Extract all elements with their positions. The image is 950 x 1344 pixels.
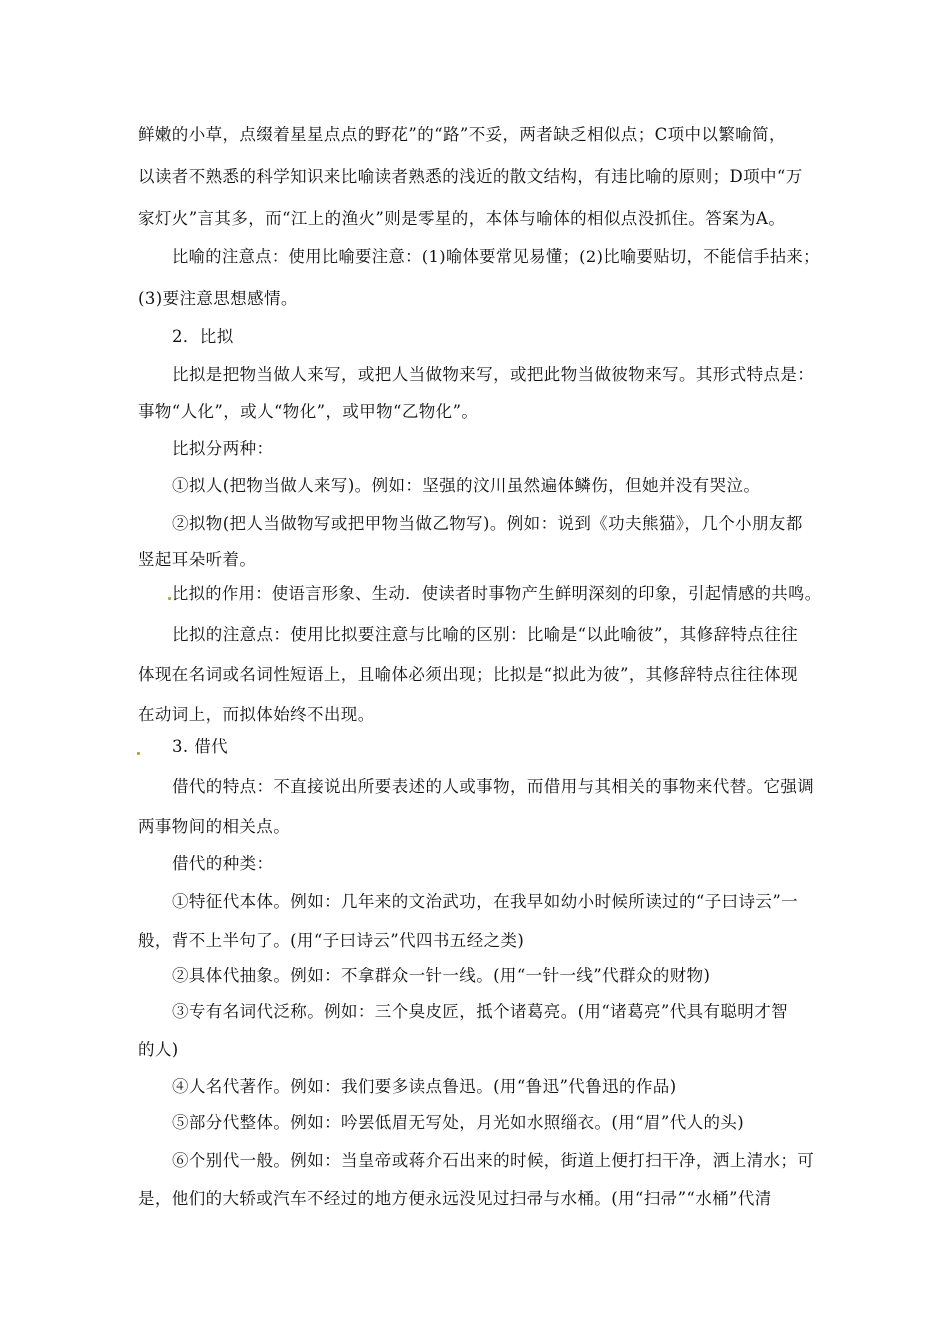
text-line: ③专有名词代泛称。例如：三个臭皮匠，抵个诸葛亮。(用“诸葛亮”代具有聪明才智 — [172, 1002, 789, 1021]
margin-mark — [137, 752, 140, 755]
text-line: 比拟的注意点：使用比拟要注意与比喻的区别：比喻是“以此喻彼”，其修辞特点往往 — [172, 625, 799, 644]
margin-mark — [168, 597, 171, 600]
text-line: 鲜嫩的小草，点缀着星星点点的野花”的“路”不妥，两者缺乏相似点；C项中以繁喻简， — [138, 125, 786, 144]
text-line: ④人名代著作。例如：我们要多读点鲁迅。(用“鲁迅”代鲁迅的作品) — [172, 1077, 677, 1096]
text-line: 竖起耳朵听着。 — [138, 550, 257, 569]
text-line: 体现在名词或名词性短语上，且喻体必须出现；比拟是“拟此为彼”，其修辞特点往往体现 — [138, 665, 798, 684]
text-line: 事物“人化”，或人“物化”，或甲物“乙物化”。 — [138, 402, 479, 421]
text-line: 比拟是把物当做人来写，或把人当做物来写，或把此物当做彼物来写。其形式特点是： — [172, 365, 815, 384]
text-line: 般，背不上半句了。(用“子曰诗云”代四书五经之类) — [138, 931, 525, 950]
text-line: ①特征代本体。例如：几年来的文治武功，在我早如幼小时候所读过的“子曰诗云”一 — [172, 892, 799, 911]
text-line: 借代的种类： — [172, 854, 274, 873]
text-line: 以读者不熟悉的科学知识来比喻读者熟悉的浅近的散文结构，有违比喻的原则；D项中“万 — [138, 167, 803, 186]
text-line: ②具体代抽象。例如：不拿群众一针一线。(用“一针一线”代群众的财物) — [172, 966, 711, 985]
section-heading: 2．比拟 — [172, 327, 234, 346]
text-line: 两事物间的相关点。 — [138, 817, 291, 836]
section-heading: 3. 借代 — [172, 737, 228, 756]
text-line: 比喻的注意点：使用比喻要注意：(1)喻体要常见易懂；(2)比喻要贴切，不能信手拈来； — [172, 247, 820, 266]
text-line: 是，他们的大轿或汽车不经过的地方便永远没见过扫帚与水桶。(用“扫帚”“水桶”代清 — [138, 1189, 772, 1208]
text-line: ⑤部分代整体。例如：吟罢低眉无写处，月光如水照缁衣。(用“眉”代人的头) — [172, 1113, 745, 1132]
text-line: 在动词上，而拟体始终不出现。 — [138, 705, 375, 724]
text-line: ②拟物(把人当做物写或把甲物当做乙物写)。例如：说到《功夫熊猫》，几个小朋友都 — [172, 514, 803, 533]
text-line: 比拟分两种： — [172, 439, 274, 458]
text-line: 比拟的作用：使语言形象、生动．使读者时事物产生鲜明深刻的印象，引起情感的共鸣。 — [172, 584, 822, 603]
text-line: 家灯火”言其多，而“江上的渔火”则是零星的，本体与喻体的相似点没抓住。答案为A。 — [138, 209, 786, 228]
text-line: 的人) — [138, 1040, 179, 1059]
text-line: (3)要注意思想感情。 — [138, 289, 298, 308]
text-line: ⑥个别代一般。例如：当皇帝或蒋介石出来的时候，街道上便打扫干净，洒上清水；可 — [172, 1151, 815, 1170]
text-line: ①拟人(把物当做人来写)。例如：坚强的汶川虽然遍体鳞伤，但她并没有哭泣。 — [172, 476, 761, 495]
text-line: 借代的特点：不直接说出所要表述的人或事物，而借用与其相关的事物来代替。它强调 — [172, 777, 815, 796]
